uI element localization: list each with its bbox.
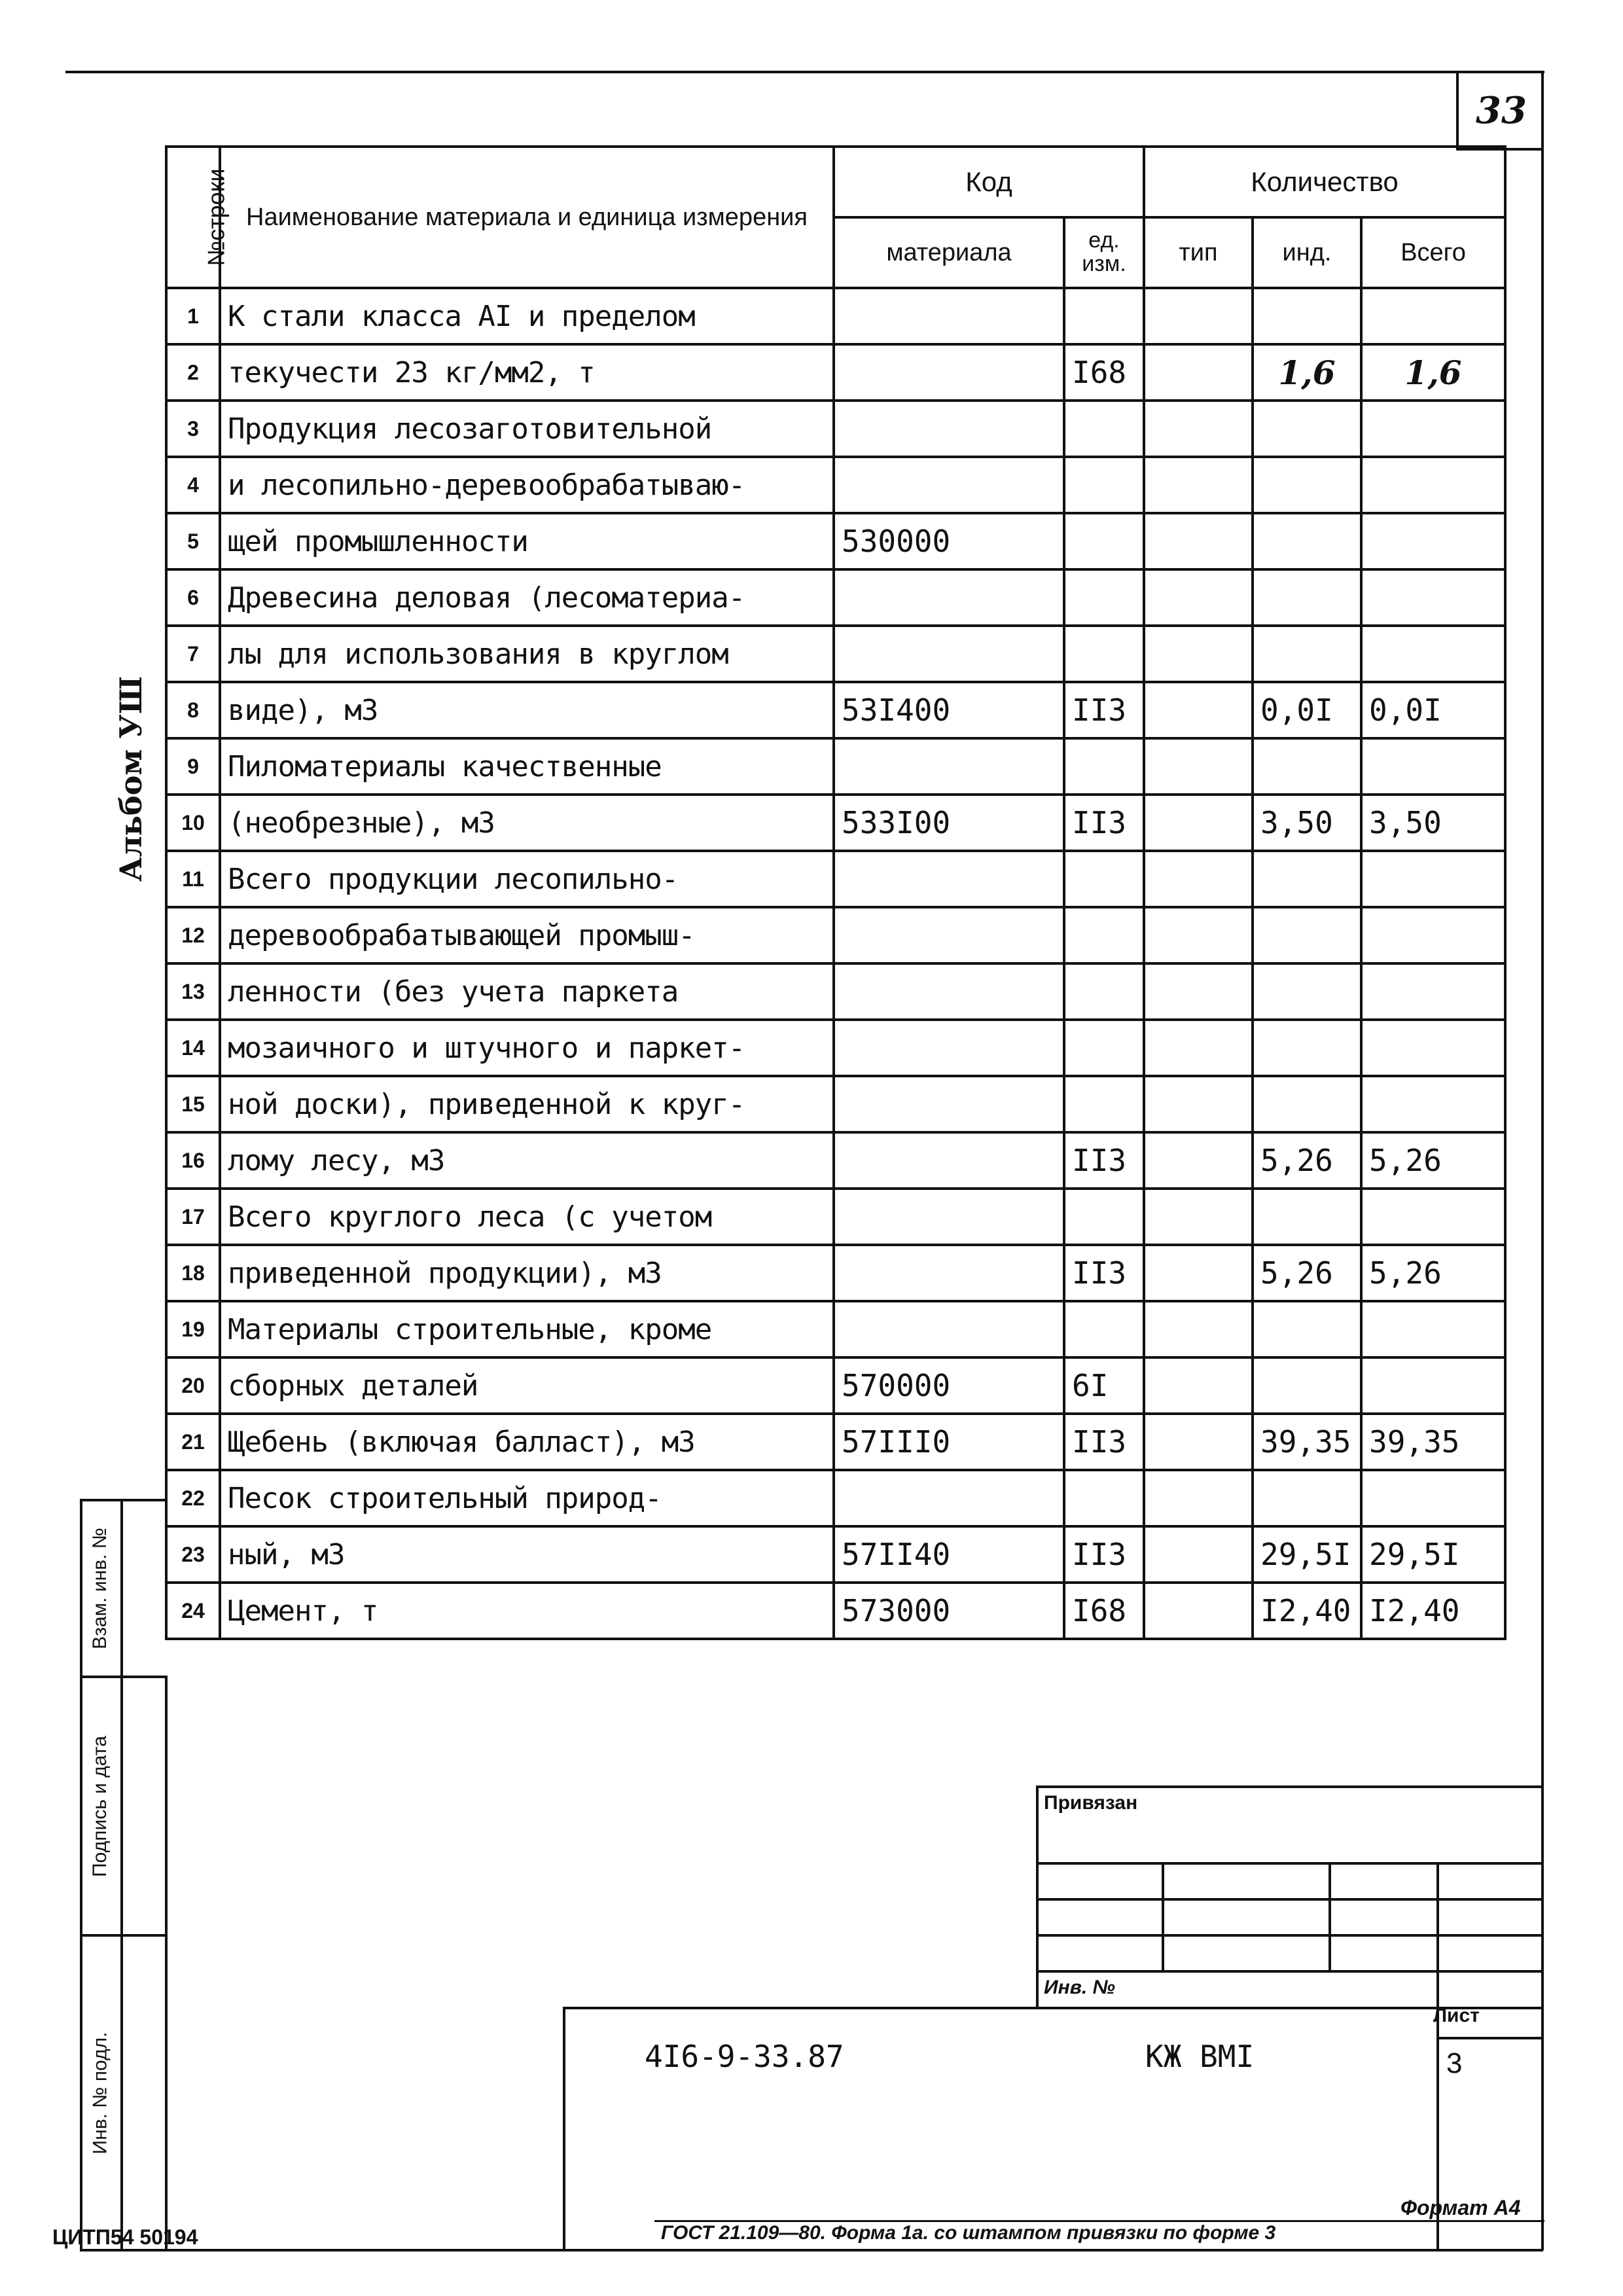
header-qty-type: тип (1144, 217, 1253, 288)
qty-ind (1253, 963, 1361, 1020)
material-name: Материалы строительные, кроме (220, 1301, 834, 1357)
material-code (834, 1189, 1064, 1245)
unit-code (1064, 907, 1144, 963)
qty-total (1361, 1357, 1505, 1414)
qty-ind (1253, 738, 1361, 795)
row-number: 23 (166, 1526, 220, 1583)
stamp-bind-top (1036, 1785, 1543, 1788)
material-name: и лесопильно-деревообрабатываю- (220, 457, 834, 513)
qty-ind (1253, 1357, 1361, 1414)
qty-ind: I2,40 (1253, 1583, 1361, 1639)
unit-code: II3 (1064, 1414, 1144, 1470)
material-code: 570000 (834, 1357, 1064, 1414)
row-number: 20 (166, 1357, 220, 1414)
table-row (166, 1526, 1505, 1583)
table-row (166, 963, 1505, 1020)
qty-ind: 3,50 (1253, 795, 1361, 851)
title-block-top (563, 2007, 1543, 2009)
qty-ind: 1,6 (1253, 344, 1361, 401)
qty-ind: 39,35 (1253, 1414, 1361, 1470)
row-number: 6 (166, 569, 220, 626)
table-row (166, 1245, 1505, 1301)
unit-code: II3 (1064, 795, 1144, 851)
qty-type (1144, 1301, 1253, 1357)
qty-ind (1253, 1470, 1361, 1526)
qty-type (1144, 1357, 1253, 1414)
qty-ind (1253, 1189, 1361, 1245)
material-code (834, 457, 1064, 513)
material-code: 57III0 (834, 1414, 1064, 1470)
qty-ind (1253, 851, 1361, 907)
table-row (166, 907, 1505, 963)
stamp-bind-left (1036, 1785, 1039, 2008)
left-frame-lower (165, 1676, 168, 2250)
qty-type (1144, 851, 1253, 907)
qty-type (1144, 457, 1253, 513)
header-code-group: Код (834, 147, 1144, 217)
row-number: 10 (166, 795, 220, 851)
stamp-bind-row-3 (1036, 1934, 1543, 1937)
material-name: Всего круглого леса (с учетом (220, 1189, 834, 1245)
title-block-sheet-divider (1436, 2037, 1543, 2039)
material-name: деревообрабатывающей промыш- (220, 907, 834, 963)
qty-total (1361, 907, 1505, 963)
material-code (834, 1020, 1064, 1076)
material-code (834, 1076, 1064, 1132)
sheet-label: Лист (1433, 2005, 1480, 2026)
table-row (166, 1132, 1505, 1189)
material-name: Песок строительный природ- (220, 1470, 834, 1526)
material-code (834, 851, 1064, 907)
material-name: Цемент, т (220, 1583, 834, 1639)
material-name: К стали класса АI и пределом (220, 288, 834, 344)
material-name: текучести 23 кг/мм2, т (220, 344, 834, 401)
qty-total: 29,5I (1361, 1526, 1505, 1583)
qty-ind (1253, 907, 1361, 963)
title-block-left (563, 2007, 565, 2250)
qty-total (1361, 1470, 1505, 1526)
qty-ind (1253, 1076, 1361, 1132)
material-name: виде), м3 (220, 682, 834, 738)
header-code-unit: ед. изм. (1064, 217, 1144, 288)
stamp-privyazan: Привязан (1044, 1792, 1138, 1814)
table-row (166, 569, 1505, 626)
qty-type (1144, 1132, 1253, 1189)
row-number: 12 (166, 907, 220, 963)
material-code (834, 344, 1064, 401)
qty-total (1361, 626, 1505, 682)
qty-ind (1253, 1020, 1361, 1076)
side-margin-bottom (80, 2249, 1543, 2251)
material-name: лому лесу, м3 (220, 1132, 834, 1189)
material-code (834, 569, 1064, 626)
qty-type (1144, 288, 1253, 344)
row-number: 8 (166, 682, 220, 738)
side-label-vzam: Взам. инв. № (89, 1528, 111, 1649)
material-code (834, 1132, 1064, 1189)
qty-type (1144, 907, 1253, 963)
qty-total (1361, 569, 1505, 626)
row-number: 1 (166, 288, 220, 344)
header-qty-total: Всего (1361, 217, 1505, 288)
row-number: 24 (166, 1583, 220, 1639)
material-name: Щебень (включая балласт), м3 (220, 1414, 834, 1470)
qty-ind (1253, 569, 1361, 626)
qty-type (1144, 738, 1253, 795)
material-code (834, 1470, 1064, 1526)
unit-code (1064, 1076, 1144, 1132)
qty-type (1144, 1020, 1253, 1076)
qty-total (1361, 1076, 1505, 1132)
unit-code: I68 (1064, 1583, 1144, 1639)
unit-code: I68 (1064, 344, 1144, 401)
qty-total: 3,50 (1361, 795, 1505, 851)
unit-code (1064, 513, 1144, 569)
qty-total: I2,40 (1361, 1583, 1505, 1639)
qty-total (1361, 851, 1505, 907)
unit-code (1064, 1470, 1144, 1526)
qty-total (1361, 1189, 1505, 1245)
row-number: 13 (166, 963, 220, 1020)
sheet-number-badge: 33 (1456, 71, 1544, 151)
material-code (834, 738, 1064, 795)
header-row-no: №строки (166, 147, 220, 288)
stamp-bind-row-1 (1036, 1862, 1543, 1865)
qty-total (1361, 457, 1505, 513)
unit-code: 6I (1064, 1357, 1144, 1414)
qty-total: 5,26 (1361, 1245, 1505, 1301)
material-code (834, 1245, 1064, 1301)
row-number: 17 (166, 1189, 220, 1245)
qty-ind (1253, 626, 1361, 682)
row-number: 18 (166, 1245, 220, 1301)
table-row (166, 738, 1505, 795)
table-row (166, 1357, 1505, 1414)
qty-ind (1253, 288, 1361, 344)
row-number: 21 (166, 1414, 220, 1470)
unit-code: II3 (1064, 1132, 1144, 1189)
qty-type (1144, 963, 1253, 1020)
material-code: 530000 (834, 513, 1064, 569)
table-row (166, 401, 1505, 457)
material-code: 533I00 (834, 795, 1064, 851)
row-number: 5 (166, 513, 220, 569)
document-code: 4I6-9-33.87 (645, 2039, 844, 2074)
qty-total (1361, 738, 1505, 795)
qty-total: 39,35 (1361, 1414, 1505, 1470)
stamp-bind-row-4 (1036, 1970, 1543, 1973)
unit-code (1064, 457, 1144, 513)
header-code-material: материала (834, 217, 1064, 288)
table-row (166, 851, 1505, 907)
row-number: 22 (166, 1470, 220, 1526)
table-row (166, 1189, 1505, 1245)
row-number: 9 (166, 738, 220, 795)
qty-total (1361, 1020, 1505, 1076)
format-label: Формат А4 (1400, 2196, 1521, 2219)
unit-code (1064, 1189, 1144, 1245)
side-margin-right (120, 1499, 123, 2251)
material-name: Древесина деловая (лесоматериа- (220, 569, 834, 626)
material-code: 573000 (834, 1583, 1064, 1639)
material-code (834, 907, 1064, 963)
qty-ind: 5,26 (1253, 1245, 1361, 1301)
material-code (834, 288, 1064, 344)
qty-type (1144, 682, 1253, 738)
qty-type (1144, 1076, 1253, 1132)
qty-type (1144, 513, 1253, 569)
qty-type (1144, 1526, 1253, 1583)
material-code (834, 626, 1064, 682)
side-label-podpis: Подпись и дата (89, 1735, 111, 1877)
stamp-bind-col-3 (1436, 1862, 1439, 2008)
unit-code (1064, 1020, 1144, 1076)
table-row (166, 1076, 1505, 1132)
row-number: 3 (166, 401, 220, 457)
stamp-inv-no: Инв. № (1044, 1977, 1115, 1998)
qty-type (1144, 795, 1253, 851)
unit-code: II3 (1064, 1245, 1144, 1301)
qty-ind: 29,5I (1253, 1526, 1361, 1583)
document-mark: КЖ ВМI (1145, 2039, 1255, 2074)
table-row (166, 1583, 1505, 1639)
table-row (166, 795, 1505, 851)
qty-type (1144, 1245, 1253, 1301)
unit-code (1064, 1301, 1144, 1357)
stamp-bind-col-2 (1329, 1862, 1331, 1972)
sheet-number: 3 (1446, 2047, 1463, 2079)
row-number: 2 (166, 344, 220, 401)
album-label: Альбом УШ (113, 675, 149, 882)
material-name: (необрезные), м3 (220, 795, 834, 851)
table-row (166, 457, 1505, 513)
table-row (166, 513, 1505, 569)
qty-total (1361, 288, 1505, 344)
material-code (834, 1301, 1064, 1357)
table-row (166, 1414, 1505, 1470)
qty-total (1361, 513, 1505, 569)
material-name: ной доски), приведенной к круг- (220, 1076, 834, 1132)
qty-type (1144, 1189, 1253, 1245)
materials-table (165, 145, 1507, 1640)
table-row (166, 626, 1505, 682)
header-qty-ind: инд. (1253, 217, 1361, 288)
row-number: 7 (166, 626, 220, 682)
table-row (166, 344, 1505, 401)
row-number: 19 (166, 1301, 220, 1357)
qty-ind: 5,26 (1253, 1132, 1361, 1189)
side-label-inv-podl: Инв. № подл. (89, 2032, 111, 2154)
qty-type (1144, 1583, 1253, 1639)
qty-type (1144, 626, 1253, 682)
gost-note: ГОСТ 21.109—80. Форма 1а. со штампом привязки по форме 3 (661, 2222, 1276, 2244)
material-name: ный, м3 (220, 1526, 834, 1583)
qty-ind: 0,0I (1253, 682, 1361, 738)
unit-code: II3 (1064, 1526, 1144, 1583)
qty-total: 1,6 (1361, 344, 1505, 401)
table-row (166, 1470, 1505, 1526)
qty-type (1144, 569, 1253, 626)
material-code (834, 401, 1064, 457)
qty-ind (1253, 1301, 1361, 1357)
stamp-bind-col-1 (1162, 1862, 1164, 1972)
row-number: 4 (166, 457, 220, 513)
material-name: мозаичного и штучного и паркет- (220, 1020, 834, 1076)
qty-total (1361, 401, 1505, 457)
unit-code (1064, 569, 1144, 626)
table-row (166, 1020, 1505, 1076)
table-row (166, 1301, 1505, 1357)
unit-code (1064, 738, 1144, 795)
right-frame-top (1541, 71, 1544, 2250)
material-name: приведенной продукции), м3 (220, 1245, 834, 1301)
qty-total (1361, 1301, 1505, 1357)
top-rule (65, 71, 1544, 73)
row-number: 15 (166, 1076, 220, 1132)
unit-code: II3 (1064, 682, 1144, 738)
header-name: Наименование материала и единица измерения (220, 147, 834, 288)
qty-total: 5,26 (1361, 1132, 1505, 1189)
qty-type (1144, 401, 1253, 457)
table-row (166, 288, 1505, 344)
material-name: лы для использования в круглом (220, 626, 834, 682)
material-name: щей промышленности (220, 513, 834, 569)
table-body (166, 288, 1505, 1639)
unit-code (1064, 288, 1144, 344)
material-code: 53I400 (834, 682, 1064, 738)
qty-ind (1253, 401, 1361, 457)
qty-type (1144, 1470, 1253, 1526)
stamp-bind-row-2 (1036, 1898, 1543, 1901)
row-number: 14 (166, 1020, 220, 1076)
qty-ind (1253, 457, 1361, 513)
material-name: Продукция лесозаготовительной (220, 401, 834, 457)
material-name: сборных деталей (220, 1357, 834, 1414)
material-code (834, 963, 1064, 1020)
material-name: ленности (без учета паркета (220, 963, 834, 1020)
qty-total (1361, 963, 1505, 1020)
unit-code (1064, 963, 1144, 1020)
qty-type (1144, 1414, 1253, 1470)
header-qty-group: Количество (1144, 147, 1505, 217)
unit-code (1064, 851, 1144, 907)
qty-total: 0,0I (1361, 682, 1505, 738)
material-name: Всего продукции лесопильно- (220, 851, 834, 907)
unit-code (1064, 626, 1144, 682)
table-row (166, 682, 1505, 738)
qty-ind (1253, 513, 1361, 569)
material-code: 57II40 (834, 1526, 1064, 1583)
row-number: 16 (166, 1132, 220, 1189)
unit-code (1064, 401, 1144, 457)
material-name: Пиломатериалы качественные (220, 738, 834, 795)
qty-type (1144, 344, 1253, 401)
row-number: 11 (166, 851, 220, 907)
catalog-code: ЦИТП54 50194 (52, 2225, 198, 2249)
